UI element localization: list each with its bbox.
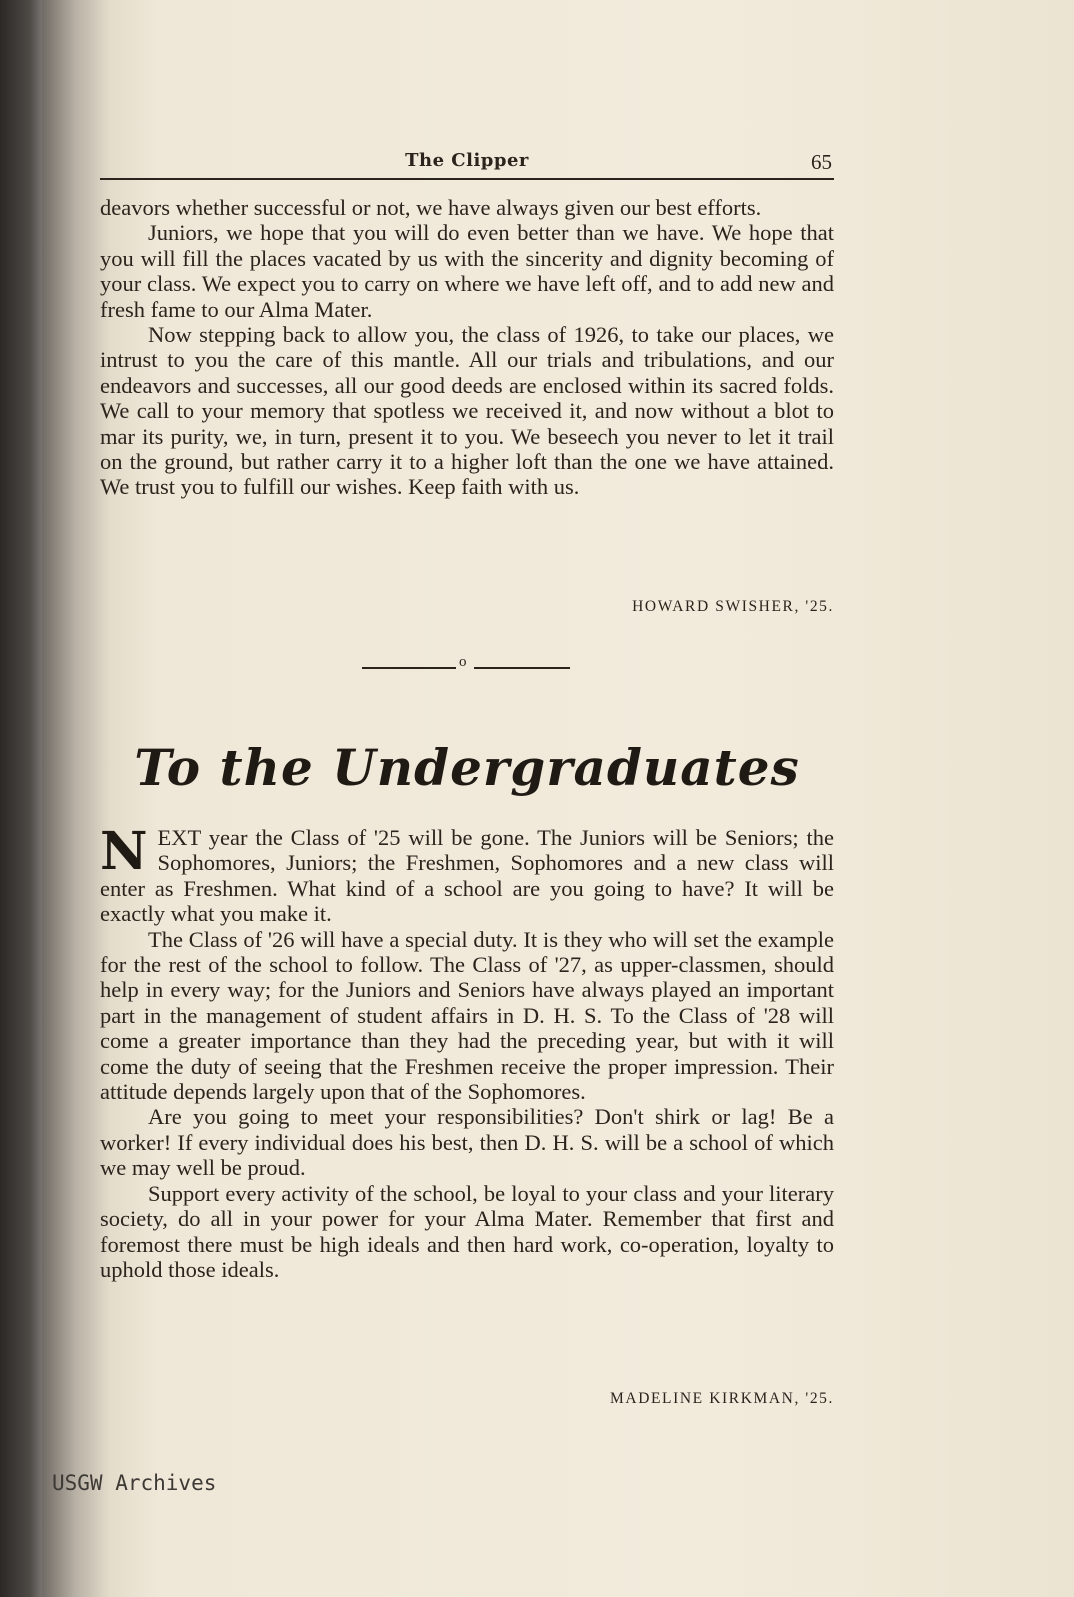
divider-line-left (362, 667, 456, 669)
article-2-paragraph: Are you going to meet your responsibilities? Don't shirk or lag! Be a worker! If every individual does his best, then D. H. S. will be a school of which we may well be proud. (100, 1104, 834, 1181)
drop-cap: N (100, 821, 148, 882)
article-1-paragraph: Juniors, we hope that you will do even better than we have. We hope that you will fill the places vacated by us with the sincerity and dignity becoming of your class. We expect you to carry on where we have left off, and to add new and fresh fame to our Alma Mater. (100, 220, 834, 322)
article-2-body (100, 821, 834, 1282)
article-2-paragraph: Support every activity of the school, be loyal to your class and your literary society, do all in your power for your Alma Mater. Remember that first and foremost there must be high ideals and then hard work, co-operation, loyalty to uphold those ideals. (100, 1180, 834, 1282)
article-1-paragraph: Now stepping back to allow you, the class of 1926, to take our places, we intrust to you the care of this mantle. All our trials and tribulations, and our endeavors and successes, all our good deeds are enclosed within its sacred folds. We call to your memory that spotless we received it, and now without a blot to mar its purity, we, in turn, present it to you. We beseech you never to let it trail on the ground, but rather carry it to a higher loft than the one we have attained. We trust you to fulfill our wishes. Keep faith with us. (100, 322, 834, 500)
section-divider (362, 654, 572, 675)
running-title: The Clipper (405, 150, 529, 171)
article-2-signature: MADELINE KIRKMAN, '25. (610, 1390, 834, 1407)
page-number: 65 (811, 150, 832, 174)
divider-ornament: o (459, 654, 467, 670)
article-2-title: To the Undergraduates (134, 738, 800, 797)
article-2-paragraph: The Class of '26 will have a special duty. It is they who will set the example for the rest of the school to follow. The Class of '27, as upper-classmen, should help in every way; for the Juniors and Seniors have always played an important part in the management of student affairs in D. H. S. To the Class of '28 will come a greater importance than they had the preceding year, but with it will come the duty of seeing that the Freshmen receive the proper impression. Their attitude depends largely upon that of the Sophomores. (100, 926, 834, 1105)
divider-line-right (474, 667, 570, 669)
page-header (100, 148, 834, 180)
archive-watermark: USGW Archives (52, 1471, 217, 1495)
book-spine-shadow (0, 0, 42, 1597)
article-1-paragraph: deavors whether successful or not, we have always given our best efforts. (100, 195, 762, 220)
article-1-body (100, 195, 834, 500)
article-2-first-paragraph (100, 821, 834, 927)
article-2-first-paragraph-text: EXT year the Class of '25 will be gone. The Juniors will be Seniors; the Sophomores, Juniors; the Freshmen, Sophomores and a new class will enter as Freshmen. What kind of a school are you going to have? It will be exactly what you make it. (100, 825, 834, 927)
article-1-signature: HOWARD SWISHER, '25. (632, 598, 834, 615)
